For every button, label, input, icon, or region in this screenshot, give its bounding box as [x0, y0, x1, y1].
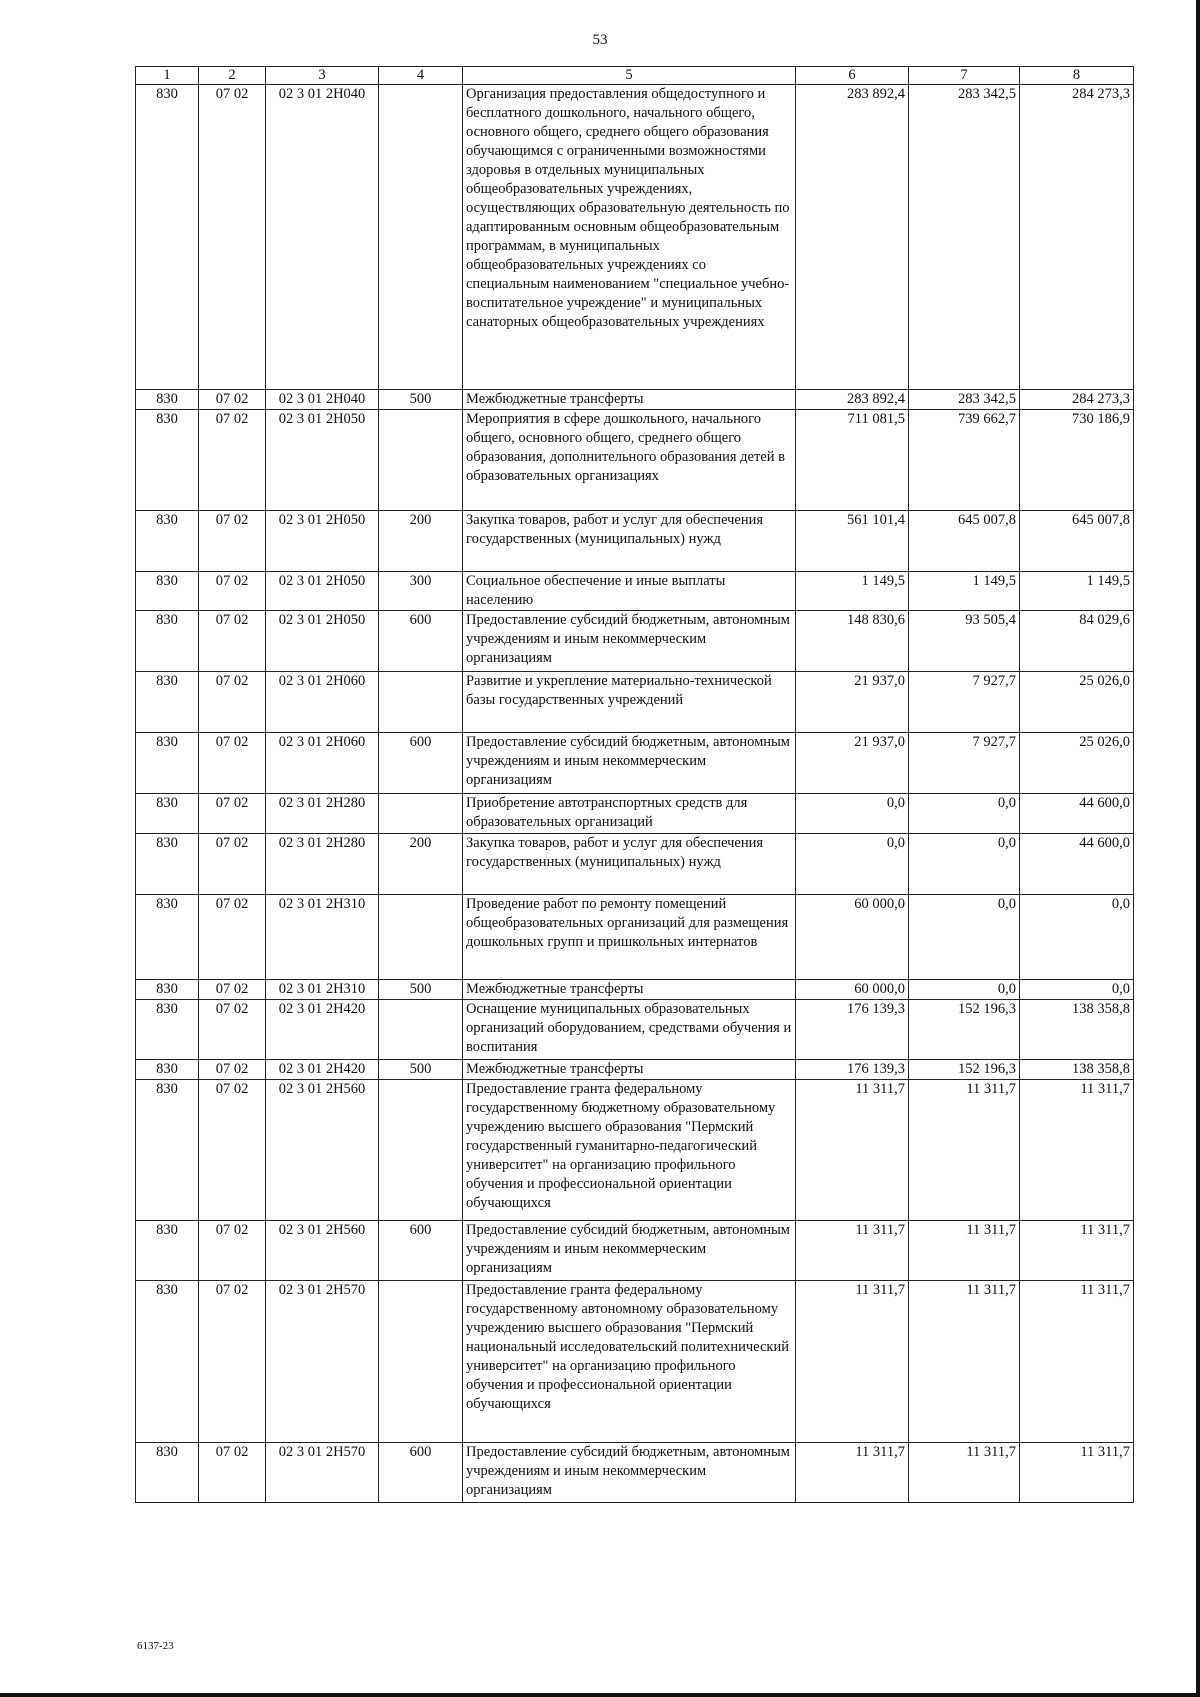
- table-cell: 11 311,7: [909, 1443, 1020, 1503]
- table-cell: 0,0: [909, 895, 1020, 980]
- table-cell: 830: [136, 1080, 199, 1221]
- table-cell: 200: [379, 511, 463, 572]
- table-cell: Закупка товаров, работ и услуг для обеспечения государственных (муниципальных) нужд: [463, 834, 796, 895]
- table-cell: 830: [136, 1000, 199, 1060]
- table-cell: 830: [136, 611, 199, 672]
- table-row: [136, 1443, 1134, 1503]
- table-cell: 07 02: [199, 1080, 266, 1221]
- table-row: [136, 672, 1134, 733]
- table-cell: 0,0: [909, 834, 1020, 895]
- table-cell: 1 149,5: [1020, 572, 1134, 611]
- table-cell: 830: [136, 834, 199, 895]
- table-row: [136, 572, 1134, 611]
- table-cell: 11 311,7: [1020, 1281, 1134, 1443]
- table-row: [136, 1060, 1134, 1080]
- header-cell: 5: [463, 67, 796, 85]
- document-code: 6137-23: [137, 1640, 174, 1652]
- table-cell: 561 101,4: [796, 511, 909, 572]
- table-cell: 02 3 01 2Н050: [266, 611, 379, 672]
- table-cell: Оснащение муниципальных образовательных организаций оборудованием, средствами обучения и воспитания: [463, 1000, 796, 1060]
- table-row: [136, 611, 1134, 672]
- table-cell: [379, 672, 463, 733]
- header-cell: 1: [136, 67, 199, 85]
- table-cell: 07 02: [199, 85, 266, 390]
- table-row: [136, 410, 1134, 511]
- table-cell: 830: [136, 1221, 199, 1281]
- table-cell: 02 3 01 2Н310: [266, 980, 379, 1000]
- table-cell: Развитие и укрепление материально-технической базы государственных учреждений: [463, 672, 796, 733]
- table-cell: 830: [136, 511, 199, 572]
- table-cell: 645 007,8: [909, 511, 1020, 572]
- table-cell: 11 311,7: [796, 1281, 909, 1443]
- header-cell: 7: [909, 67, 1020, 85]
- table-cell: 1 149,5: [909, 572, 1020, 611]
- table-cell: 07 02: [199, 794, 266, 834]
- table-cell: 1 149,5: [796, 572, 909, 611]
- table-cell: 02 3 01 2Н050: [266, 572, 379, 611]
- table-cell: 138 358,8: [1020, 1060, 1134, 1080]
- table-cell: 11 311,7: [796, 1080, 909, 1221]
- table-cell: 830: [136, 733, 199, 794]
- scan-edge-right: [1196, 0, 1200, 1697]
- table-cell: 600: [379, 1443, 463, 1503]
- table-cell: 07 02: [199, 1443, 266, 1503]
- table-cell: 7 927,7: [909, 672, 1020, 733]
- table-cell: Социальное обеспечение и иные выплаты населению: [463, 572, 796, 611]
- table-cell: 830: [136, 390, 199, 410]
- table-cell: 0,0: [909, 980, 1020, 1000]
- table-cell: 283 342,5: [909, 85, 1020, 390]
- table-cell: 711 081,5: [796, 410, 909, 511]
- table-cell: 02 3 01 2Н420: [266, 1060, 379, 1080]
- table-cell: Межбюджетные трансферты: [463, 980, 796, 1000]
- table-cell: 44 600,0: [1020, 834, 1134, 895]
- table-cell: 02 3 01 2Н050: [266, 511, 379, 572]
- table-cell: 44 600,0: [1020, 794, 1134, 834]
- table-cell: 02 3 01 2Н040: [266, 390, 379, 410]
- table-cell: 283 892,4: [796, 390, 909, 410]
- table-cell: 02 3 01 2Н310: [266, 895, 379, 980]
- table-cell: Предоставление гранта федеральному государственному бюджетному образовательному учреждению высшего образования "Пермский государственный гуманитарно-педагогический университет" на организацию профильного обучения и профессиональной ориентации обучающихся: [463, 1080, 796, 1221]
- table-cell: 07 02: [199, 1221, 266, 1281]
- table-cell: 02 3 01 2Н560: [266, 1221, 379, 1281]
- table-cell: Предоставление гранта федеральному государственному автономному образовательному учреждению высшего образования "Пермский национальный исследовательский политехнический университет" на организацию профильного обучения и профессиональной ориентации обучающихся: [463, 1281, 796, 1443]
- table-cell: Проведение работ по ремонту помещений общеобразовательных организаций для размещения дошкольных групп и пришкольных интернатов: [463, 895, 796, 980]
- table-cell: 200: [379, 834, 463, 895]
- table-cell: 07 02: [199, 980, 266, 1000]
- table-cell: [379, 1281, 463, 1443]
- table-row: [136, 1281, 1134, 1443]
- table-cell: Предоставление субсидий бюджетным, автономным учреждениям и иным некоммерческим организациям: [463, 611, 796, 672]
- table-cell: 11 311,7: [796, 1221, 909, 1281]
- scan-edge-bottom: [0, 1693, 1200, 1697]
- table-cell: 07 02: [199, 1000, 266, 1060]
- table-cell: 500: [379, 980, 463, 1000]
- table-cell: 830: [136, 1443, 199, 1503]
- table-cell: [379, 1000, 463, 1060]
- table-cell: 284 273,3: [1020, 390, 1134, 410]
- table-cell: 148 830,6: [796, 611, 909, 672]
- table-cell: 11 311,7: [909, 1281, 1020, 1443]
- table-cell: 21 937,0: [796, 733, 909, 794]
- table-cell: 152 196,3: [909, 1000, 1020, 1060]
- table-cell: 07 02: [199, 895, 266, 980]
- table-cell: [379, 410, 463, 511]
- table-cell: 152 196,3: [909, 1060, 1020, 1080]
- table-cell: 11 311,7: [1020, 1080, 1134, 1221]
- header-cell: 2: [199, 67, 266, 85]
- table-cell: 0,0: [909, 794, 1020, 834]
- table-cell: 730 186,9: [1020, 410, 1134, 511]
- table-cell: 830: [136, 794, 199, 834]
- table-cell: 11 311,7: [796, 1443, 909, 1503]
- table-cell: 830: [136, 980, 199, 1000]
- table-cell: [379, 895, 463, 980]
- table-cell: 02 3 01 2Н420: [266, 1000, 379, 1060]
- header-cell: 6: [796, 67, 909, 85]
- table-cell: 600: [379, 1221, 463, 1281]
- table-cell: 0,0: [796, 794, 909, 834]
- table-cell: 07 02: [199, 1281, 266, 1443]
- table-cell: Предоставление субсидий бюджетным, автономным учреждениям и иным некоммерческим организациям: [463, 1221, 796, 1281]
- table-cell: 11 311,7: [1020, 1221, 1134, 1281]
- table-cell: 07 02: [199, 410, 266, 511]
- table-cell: [379, 794, 463, 834]
- table-cell: 138 358,8: [1020, 1000, 1134, 1060]
- table-cell: 830: [136, 1281, 199, 1443]
- table-cell: 176 139,3: [796, 1000, 909, 1060]
- table-row: [136, 834, 1134, 895]
- table-row: [136, 1000, 1134, 1060]
- table-cell: 830: [136, 672, 199, 733]
- table-cell: 600: [379, 611, 463, 672]
- header-cell: 8: [1020, 67, 1134, 85]
- table-row: [136, 895, 1134, 980]
- table-cell: 02 3 01 2Н570: [266, 1281, 379, 1443]
- table-cell: 02 3 01 2Н280: [266, 834, 379, 895]
- table-cell: Приобретение автотранспортных средств для образовательных организаций: [463, 794, 796, 834]
- table-row: [136, 85, 1134, 390]
- table-cell: Закупка товаров, работ и услуг для обеспечения государственных (муниципальных) нужд: [463, 511, 796, 572]
- table-cell: 07 02: [199, 733, 266, 794]
- table-cell: 02 3 01 2Н560: [266, 1080, 379, 1221]
- table-cell: 300: [379, 572, 463, 611]
- table-row: [136, 794, 1134, 834]
- table-row: [136, 1080, 1134, 1221]
- table-cell: 07 02: [199, 511, 266, 572]
- table-row: [136, 733, 1134, 794]
- table-cell: 500: [379, 390, 463, 410]
- budget-table: [135, 66, 1134, 1503]
- table-cell: 600: [379, 733, 463, 794]
- table-cell: 93 505,4: [909, 611, 1020, 672]
- table-row: [136, 390, 1134, 410]
- table-cell: Мероприятия в сфере дошкольного, начального общего, основного общего, среднего общего образования, дополнительного образования детей в образовательных организациях: [463, 410, 796, 511]
- table-cell: 830: [136, 572, 199, 611]
- table-cell: 60 000,0: [796, 980, 909, 1000]
- table-cell: 500: [379, 1060, 463, 1080]
- table-cell: 07 02: [199, 1060, 266, 1080]
- table-cell: Межбюджетные трансферты: [463, 390, 796, 410]
- table-cell: 176 139,3: [796, 1060, 909, 1080]
- table-cell: 7 927,7: [909, 733, 1020, 794]
- table-cell: 07 02: [199, 611, 266, 672]
- table-cell: 830: [136, 895, 199, 980]
- table-cell: 21 937,0: [796, 672, 909, 733]
- table-row: [136, 511, 1134, 572]
- table-cell: Предоставление субсидий бюджетным, автономным учреждениям и иным некоммерческим организациям: [463, 1443, 796, 1503]
- table-cell: 25 026,0: [1020, 733, 1134, 794]
- table-cell: 02 3 01 2Н040: [266, 85, 379, 390]
- table-cell: 84 029,6: [1020, 611, 1134, 672]
- table-cell: 07 02: [199, 390, 266, 410]
- table-cell: 07 02: [199, 572, 266, 611]
- table-cell: 07 02: [199, 672, 266, 733]
- table-cell: 11 311,7: [909, 1221, 1020, 1281]
- table-cell: [379, 85, 463, 390]
- page-number: 53: [592, 32, 608, 48]
- table-cell: 830: [136, 1060, 199, 1080]
- table-cell: 645 007,8: [1020, 511, 1134, 572]
- table-cell: 0,0: [796, 834, 909, 895]
- table-cell: 283 892,4: [796, 85, 909, 390]
- table-cell: Организация предоставления общедоступного и бесплатного дошкольного, начального общего, основного общего, среднего общего образования обучающимся с ограниченными возможностями здоровья в отдельных муниципальных общеобразовательных учреждениях, осуществляющих образовательную деятельность по адаптированным основным общеобразовательным программам, в муниципальных общеобразовательных учреждениях со специальным наименованием "специальное учебно-воспитательное учреждение" и муниципальных санаторных общеобразовательных учреждениях: [463, 85, 796, 390]
- table-cell: 739 662,7: [909, 410, 1020, 511]
- table-cell: 284 273,3: [1020, 85, 1134, 390]
- table-cell: 02 3 01 2Н060: [266, 672, 379, 733]
- table-row: [136, 980, 1134, 1000]
- table-cell: 283 342,5: [909, 390, 1020, 410]
- header-cell: 4: [379, 67, 463, 85]
- table-cell: 0,0: [1020, 980, 1134, 1000]
- header-cell: 3: [266, 67, 379, 85]
- table-cell: 07 02: [199, 834, 266, 895]
- table-cell: 02 3 01 2Н280: [266, 794, 379, 834]
- table-cell: 830: [136, 85, 199, 390]
- table-cell: Межбюджетные трансферты: [463, 1060, 796, 1080]
- table-cell: 02 3 01 2Н050: [266, 410, 379, 511]
- table-cell: [379, 1080, 463, 1221]
- table-cell: 60 000,0: [796, 895, 909, 980]
- table-cell: 830: [136, 410, 199, 511]
- table-cell: Предоставление субсидий бюджетным, автономным учреждениям и иным некоммерческим организациям: [463, 733, 796, 794]
- table-cell: 11 311,7: [909, 1080, 1020, 1221]
- table-cell: 11 311,7: [1020, 1443, 1134, 1503]
- table-cell: 02 3 01 2Н060: [266, 733, 379, 794]
- table-cell: 25 026,0: [1020, 672, 1134, 733]
- header-row: [136, 67, 1134, 85]
- table-cell: 02 3 01 2Н570: [266, 1443, 379, 1503]
- table-cell: 0,0: [1020, 895, 1134, 980]
- table-row: [136, 1221, 1134, 1281]
